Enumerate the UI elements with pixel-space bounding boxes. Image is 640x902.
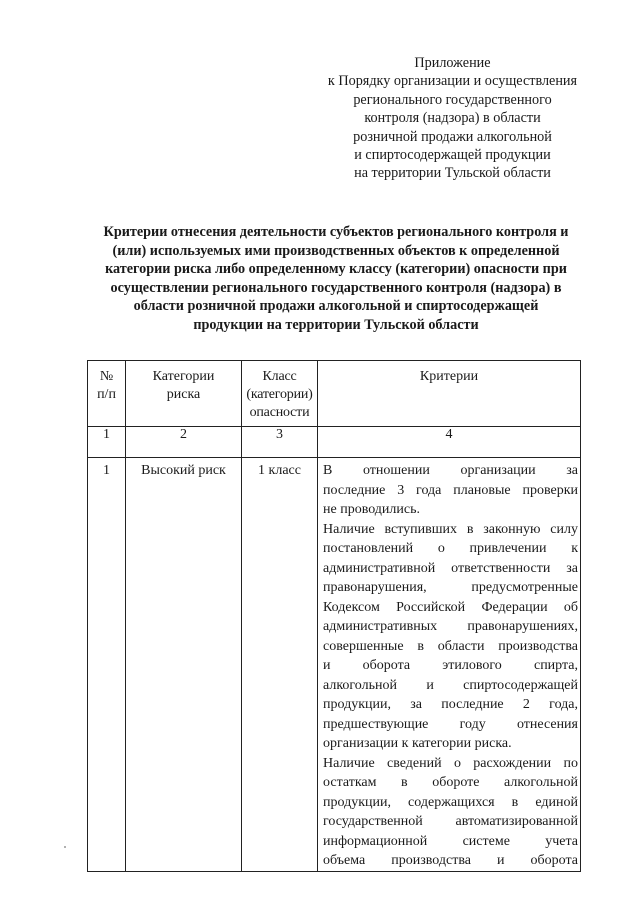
table-header-row <box>88 361 581 427</box>
criteria-table <box>87 360 581 872</box>
criteria-line: предшествующие году отнесения <box>323 716 578 732</box>
criteria-line: государственной автоматизированной <box>323 814 578 829</box>
appendix-line: контроля (надзора) в области <box>364 110 541 127</box>
criteria-paragraph <box>323 461 578 520</box>
title-line: (или) используемых ими производственных объектов к определенной <box>112 242 560 259</box>
criteria-line: объема производства и оборота <box>323 853 578 868</box>
appendix-line: и спиртосодержащей продукции <box>354 147 551 164</box>
header-text: № <box>99 369 114 384</box>
criteria-line: информационной системе учета <box>323 833 578 849</box>
criteria-line: организации к категории риска. <box>323 736 512 751</box>
criteria-line: В отношении организации за <box>323 463 578 478</box>
criteria-line: Кодексом Российской Федерации об <box>323 599 578 615</box>
title-line: категории риска либо определенному классу (категории) опасности при <box>105 261 567 278</box>
risk-category: Высокий риск <box>126 458 242 872</box>
scan-speck <box>64 846 66 848</box>
criteria-line: Наличие вступивших в законную силу <box>323 521 578 537</box>
header-text: риска <box>166 387 201 402</box>
header-text: Критерии <box>419 369 479 384</box>
criteria-line: совершенные в области производства <box>323 638 578 654</box>
criteria-cell <box>318 458 581 872</box>
title-line: осуществлении регионального государственного контроля (надзора) в <box>110 279 562 296</box>
document-title <box>70 223 602 335</box>
criteria-paragraph <box>323 754 578 871</box>
table-row <box>88 458 581 872</box>
column-number: 1 <box>88 427 126 458</box>
criteria-line: алкогольной и спиртосодержащей <box>323 677 578 693</box>
criteria-line: административных правонарушениях, <box>323 619 578 634</box>
header-text: (категории) <box>246 387 313 402</box>
column-number: 3 <box>242 427 318 458</box>
criteria-line: Наличие сведений о расхождении по <box>323 755 578 771</box>
criteria-paragraph <box>323 520 578 754</box>
header-number <box>88 361 126 427</box>
hazard-class: 1 класс <box>242 458 318 872</box>
criteria-line: и оборота этилового спирта, <box>323 658 578 673</box>
header-criteria <box>318 361 581 427</box>
criteria-line: постановлений о привлечении к <box>323 541 578 556</box>
criteria-line: остаткам в обороте алкогольной <box>323 775 578 790</box>
title-line: продукции на территории Тульской области <box>193 316 479 333</box>
criteria-line: административной ответственности за <box>323 560 578 576</box>
column-number: 2 <box>126 427 242 458</box>
criteria-line: правонарушения, предусмотренные <box>323 580 578 595</box>
row-number: 1 <box>88 458 126 872</box>
criteria-line: продукции, за последние 2 года, <box>323 697 578 712</box>
appendix-block <box>300 54 605 183</box>
title-line: области розничной продажи алкогольной и спиртосодержащей <box>133 298 539 315</box>
appendix-line: регионального государственного <box>353 91 552 108</box>
appendix-line: на территории Тульской области <box>354 165 551 182</box>
appendix-line: розничной продажи алкогольной <box>353 128 552 145</box>
header-text: Класс <box>262 369 297 384</box>
appendix-line: к Порядку организации и осуществления <box>327 73 578 90</box>
criteria-text <box>318 458 580 871</box>
title-line: Критерии отнесения деятельности субъектов регионального контроля и <box>103 224 569 240</box>
appendix-line: Приложение <box>414 55 491 71</box>
column-number-row <box>88 427 581 458</box>
criteria-line: не проводились. <box>323 502 421 517</box>
header-class <box>242 361 318 427</box>
column-number: 4 <box>318 427 581 458</box>
header-category <box>126 361 242 427</box>
criteria-line: продукции, содержащихся в единой <box>323 794 578 810</box>
header-text: Категории <box>152 369 215 384</box>
criteria-line: последние 3 года плановые проверки <box>323 482 578 498</box>
header-text: п/п <box>97 387 116 402</box>
header-text: опасности <box>249 405 310 420</box>
